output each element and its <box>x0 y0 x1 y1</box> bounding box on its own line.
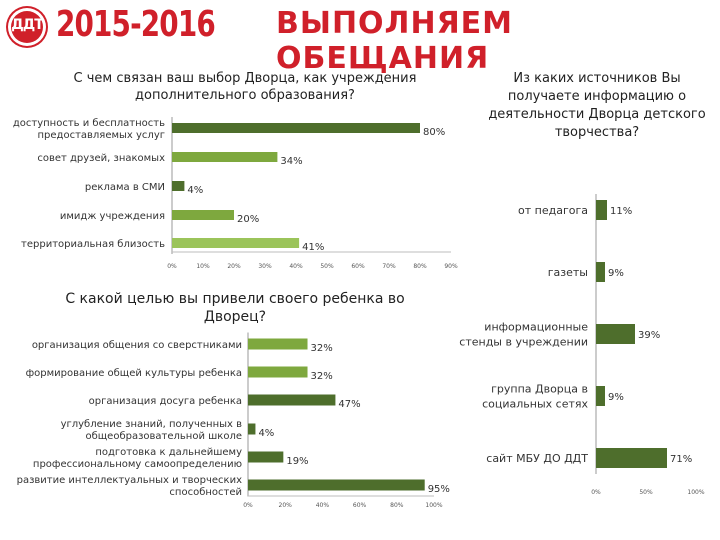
chart2-tick-label: 80% <box>390 502 404 509</box>
chart2-title: С какой целью вы привели своего ребенка во Дворец? <box>65 291 405 325</box>
chart3-bar <box>596 386 605 406</box>
chart3-value-label: 71% <box>670 454 693 465</box>
chart3-category-label: газеты <box>547 266 588 279</box>
chart3-tick-label: 50% <box>639 489 653 496</box>
chart2-category-label: организация общения со сверстниками <box>31 340 242 351</box>
chart2-category-label: общеобразовательной школе <box>85 431 242 442</box>
chart1-tick-label: 10% <box>196 263 210 270</box>
chart1-tick-label: 80% <box>413 263 427 270</box>
chart2-category-label: развитие интеллектуальных и творческих <box>16 475 242 486</box>
chart3-tick-label: 100% <box>687 489 705 496</box>
chart1-category-label: совет друзей, знакомых <box>37 153 165 164</box>
chart2-value-label: 95% <box>427 484 450 495</box>
chart2-value-label: 32% <box>310 343 333 354</box>
chart3-title: Из каких источников Вы получаете информацию о деятельности Дворца детского творчества? <box>488 71 706 140</box>
chart1-category-label: имидж учреждения <box>59 211 165 222</box>
chart1-tick-label: 30% <box>258 263 272 270</box>
chart2-category-label: формирование общей культуры ребенка <box>25 368 242 379</box>
chart2-value-label: 32% <box>310 371 333 382</box>
chart3-category-label: от педагога <box>518 204 588 217</box>
logo-text: ДДТ <box>11 17 43 33</box>
chart1-value-label: 34% <box>280 156 303 167</box>
chart3-category-label: стенды в учреждении <box>459 335 588 349</box>
headline: ВЫПОЛНЯЕМ ОБЕЩАНИЯ <box>276 6 514 76</box>
chart1-value-label: 4% <box>187 185 204 196</box>
chart1-value-label: 20% <box>237 214 260 225</box>
chart3-value-label: 11% <box>610 206 633 217</box>
chart2-value-label: 47% <box>338 399 361 410</box>
chart2-tick-label: 100% <box>425 502 443 509</box>
chart3-bar <box>596 200 607 220</box>
chart1-tick-label: 90% <box>444 263 458 270</box>
chart2-category-label: профессиональному самоопределению <box>32 459 242 470</box>
chart2-value-label: 4% <box>258 428 275 439</box>
chart3-value-label: 9% <box>608 268 624 279</box>
chart2-category-label: организация досуга ребенка <box>88 396 242 407</box>
chart1-tick-label: 60% <box>351 263 365 270</box>
chart1-category-label: предоставляемых услуг <box>37 130 165 141</box>
chart2-tick-label: 60% <box>352 502 367 509</box>
chart2-tick-label: 40% <box>315 502 330 509</box>
chart1-value-label: 80% <box>423 127 446 138</box>
chart3-category-label: информационные <box>484 320 588 334</box>
chart2-tick-label: 20% <box>278 502 292 509</box>
chart3-category-label: сайт МБУ ДО ДДТ <box>486 452 588 465</box>
chart3-value-label: 39% <box>638 330 661 341</box>
chart3-category-label: группа Дворца в <box>491 382 588 396</box>
chart3-bar <box>596 448 667 468</box>
chart2-category-label: углубление знаний, полученных в <box>60 419 242 430</box>
chart2-tick-label: 0% <box>243 502 253 509</box>
chart1-title: С чем связан ваш выбор Дворца, как учреждения дополнительного образования? <box>73 71 417 103</box>
chart1-tick-label: 50% <box>320 263 334 270</box>
chart3-value-label: 9% <box>608 392 624 403</box>
chart1-tick-label: 40% <box>289 263 303 270</box>
chart3-bar <box>596 324 635 344</box>
chart1-category-label: доступность и бесплатность <box>12 118 165 129</box>
chart1-value-label: 41% <box>302 242 325 253</box>
chart3-category-label: социальных сетях <box>482 397 588 411</box>
chart1-category-label: территориальная близость <box>21 239 165 250</box>
chart2-category-label: способностей <box>169 487 242 498</box>
chart2-category-label: подготовка к дальнейшему <box>95 447 242 458</box>
chart1-tick-label: 20% <box>227 263 241 270</box>
chart3-bar <box>596 262 605 282</box>
chart3-tick-label: 0% <box>591 489 601 496</box>
chart2-value-label: 19% <box>286 456 309 467</box>
chart1-tick-label: 0% <box>167 263 177 270</box>
chart1-category-label: реклама в СМИ <box>84 182 165 193</box>
chart1-tick-label: 70% <box>382 263 396 270</box>
years-title: 2015-2016 <box>56 4 215 45</box>
